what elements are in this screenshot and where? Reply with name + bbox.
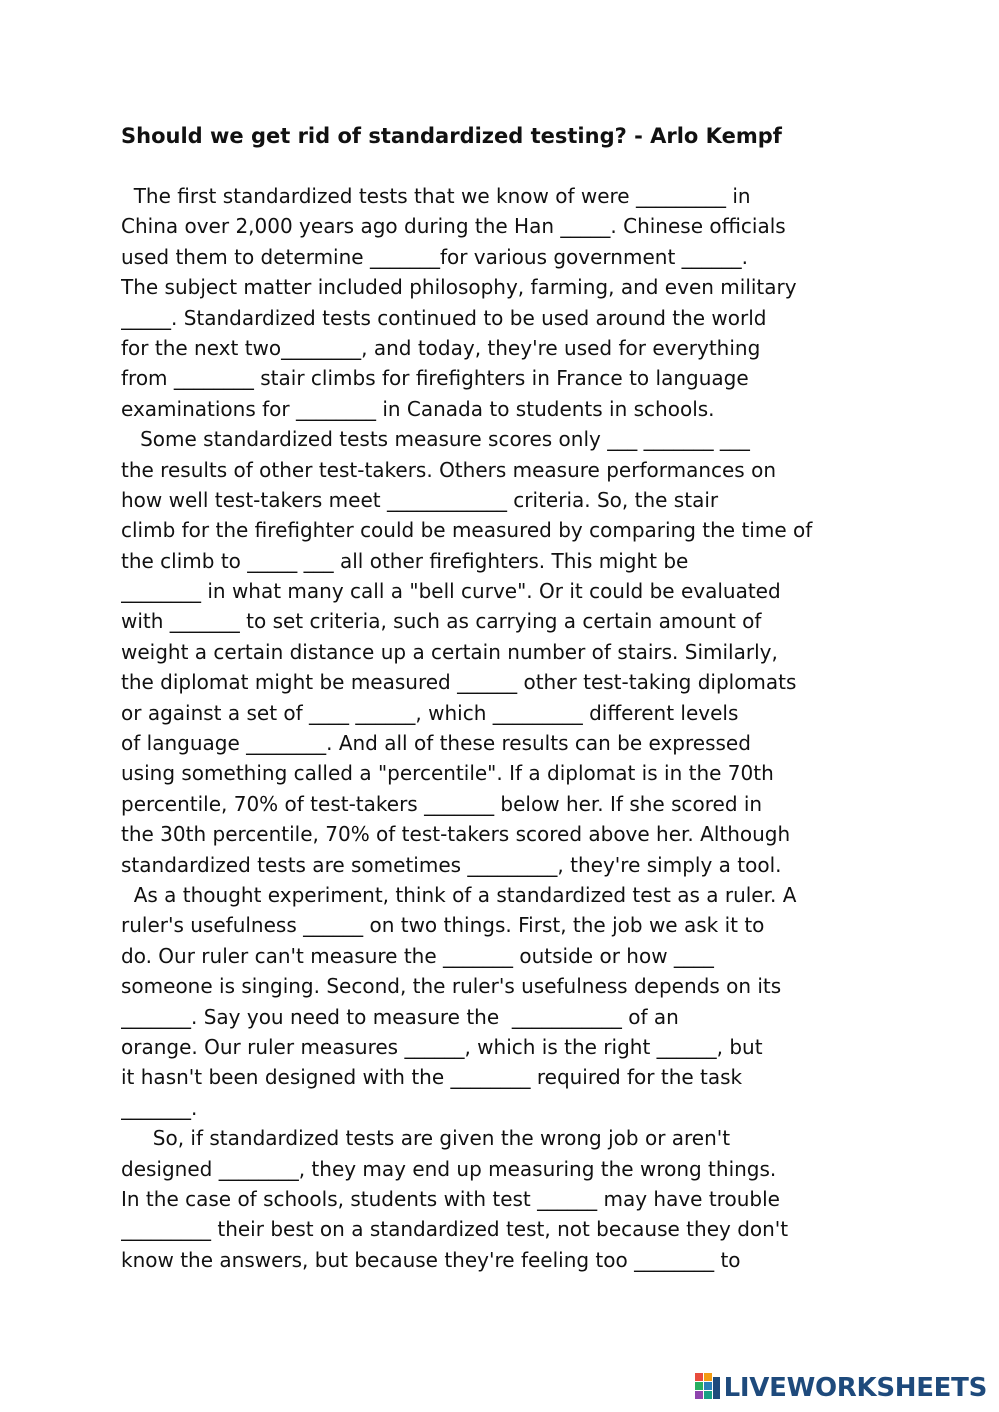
text-line: examinations for ________ in Canada to students in schools. xyxy=(121,396,715,421)
text-line: percentile, 70% of test-takers _______ below her. If she scored in xyxy=(121,791,763,816)
liveworksheets-logo xyxy=(695,1370,987,1406)
text-line: know the answers, but because they're feeling too ________ to xyxy=(121,1247,741,1272)
text-line: ________ in what many call a "bell curve". Or it could be evaluated xyxy=(121,579,781,604)
text-line: it hasn't been designed with the ________ required for the task xyxy=(121,1065,743,1090)
text-line: _______. Say you need to measure the ___________ of an xyxy=(121,1004,679,1029)
text-line: the climb to _____ ___ all other firefighters. This might be xyxy=(121,548,689,573)
text-line: _______. xyxy=(121,1095,198,1120)
text-line: The first standardized tests that we know of were _________ in xyxy=(121,184,751,208)
text-line: of language ________. And all of these results can be expressed xyxy=(121,731,751,756)
text-line: with _______ to set criteria, such as carrying a certain amount of xyxy=(121,609,762,634)
text-line: ruler's usefulness ______ on two things. First, the job we ask it to xyxy=(121,913,765,938)
text-line: Some standardized tests measure scores only ___ _______ ___ xyxy=(121,427,750,452)
text-line: So, if standardized tests are given the wrong job or aren't xyxy=(121,1126,731,1151)
text-line: As a thought experiment, think of a standardized test as a ruler. A xyxy=(121,882,797,907)
text-line: how well test-takers meet ____________ criteria. So, the stair xyxy=(121,487,719,512)
text-line: weight a certain distance up a certain number of stairs. Similarly, xyxy=(121,639,778,664)
text-line: the 30th percentile, 70% of test-takers scored above her. Although xyxy=(121,822,791,847)
brand-name: LIVEWORKSHEETS xyxy=(723,1373,987,1403)
text-line: using something called a "percentile". If a diplomat is in the 70th xyxy=(121,761,774,786)
text-line: designed ________, they may end up measuring the wrong things. xyxy=(121,1156,777,1181)
page-title: Should we get rid of standardized testing? - Arlo Kempf xyxy=(121,124,782,148)
text-line: The subject matter included philosophy, farming, and even military xyxy=(121,275,797,300)
text-line: for the next two________, and today, they're used for everything xyxy=(121,335,761,360)
text-line: the results of other test-takers. Others measure performances on xyxy=(121,457,776,482)
liveworksheets-logo-icon xyxy=(695,1373,721,1403)
text-line: China over 2,000 years ago during the Han _____. Chinese officials xyxy=(121,214,786,239)
text-line: climb for the firefighter could be measured by comparing the time of xyxy=(121,518,813,543)
text-line: used them to determine _______for various government ______. xyxy=(121,244,749,269)
text-line: someone is singing. Second, the ruler's usefulness depends on its xyxy=(121,974,782,999)
text-line: the diplomat might be measured ______ other test-taking diplomats xyxy=(121,670,797,695)
text-line: In the case of schools, students with test ______ may have trouble xyxy=(121,1186,780,1211)
text-line: orange. Our ruler measures ______, which is the right ______, but xyxy=(121,1034,763,1059)
text-line: _____. Standardized tests continued to be used around the world xyxy=(121,305,767,330)
text-line: standardized tests are sometimes _________, they're simply a tool. xyxy=(121,852,782,877)
text-line: do. Our ruler can't measure the _______ outside or how ____ xyxy=(121,943,714,968)
text-line: _________ their best on a standardized test, not because they don't xyxy=(121,1217,789,1242)
text-line: from ________ stair climbs for firefighters in France to language xyxy=(121,366,749,391)
worksheet-body-text xyxy=(121,181,876,1275)
text-line: or against a set of ____ ______, which _________ different levels xyxy=(121,700,739,725)
